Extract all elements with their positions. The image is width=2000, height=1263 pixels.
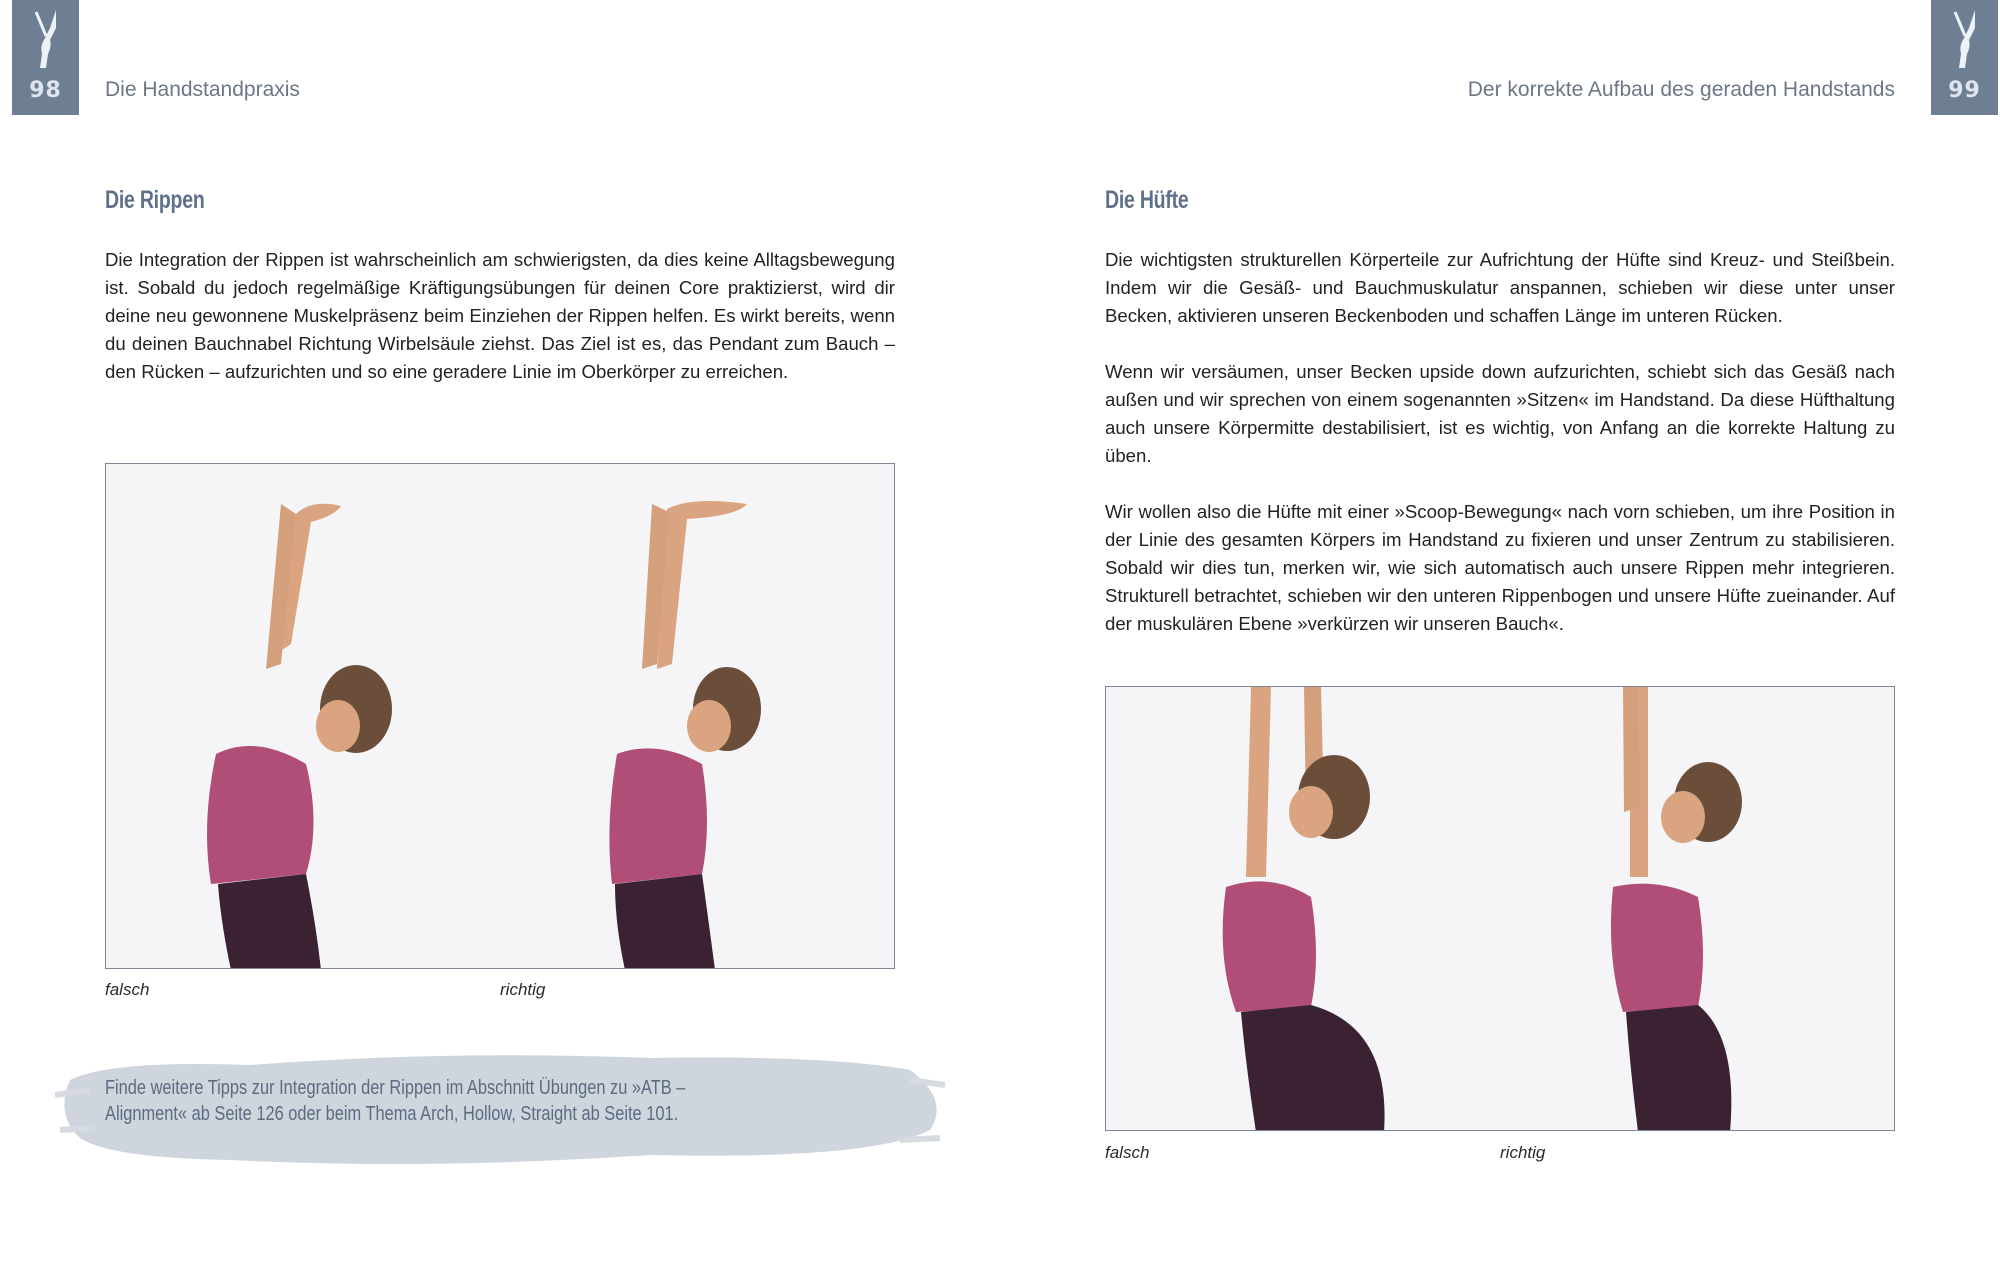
page-number: 98 bbox=[29, 78, 62, 103]
running-head-left: Die Handstandpraxis bbox=[105, 78, 300, 101]
photo-falsch-hip bbox=[1105, 686, 1503, 1131]
body-paragraphs-right bbox=[1105, 246, 1895, 666]
section-title-left: Die Rippen bbox=[105, 186, 205, 214]
paragraph: Wir wollen also die Hüfte mit einer »Scoop-Bewegung« nach vorn schieben, um ihre Position in der Linie des gesamten Körpers im Handstand zu fixieren und unser Zentrum zu stabilisieren. Sobald wir dies tun, merken wir, wie sich automatisch auch unsere Rippen mehr integrieren. Strukturell betrachtet, schieben wir den unteren Rippenbogen und unsere Hüfte zueinander. Auf der muskulären Ebene »verkürzen wir unseren Bauch«. bbox=[1105, 501, 1895, 634]
paragraph: Wenn wir versäumen, unser Becken upside down aufzurichten, schiebt sich das Gesäß nach außen und wir sprechen von einem sogenannten »Sitzen« im Handstand. Da diese Hüfthaltung auch unsere Körpermitte destabilisiert, ist es wichtig, von Anfang an die korrekte Haltung zu üben. bbox=[1105, 361, 1895, 466]
caption-falsch: falsch bbox=[105, 980, 150, 999]
photo-richtig-hip bbox=[1498, 686, 1895, 1131]
page-tab-left bbox=[12, 0, 79, 115]
paragraph: Die Integration der Rippen ist wahrscheinlich am schwierigsten, da dies keine Alltagsbewegung ist. Sobald du jedoch regelmäßige Kräftigungsübungen für deinen Core praktizierst, wird dir deine neu gewonnene Muskelpräsenz beim Einziehen der Rippen helfen. Es wirkt bereits, wenn du deinen Bauchnabel Richtung Wirbelsäule ziehst. Das Ziel ist es, das Pendant zum Bauch – den Rücken – aufzurichten und so eine geradere Linie im Oberkörper zu erreichen. bbox=[105, 249, 895, 382]
tip-box bbox=[50, 1020, 950, 1180]
person-illustration bbox=[1498, 687, 1895, 1131]
person-illustration bbox=[106, 464, 502, 969]
running-head-right: Der korrekte Aufbau des geraden Handstands bbox=[1467, 78, 1895, 101]
paragraph: Die wichtigsten strukturellen Körperteile zur Aufrichtung der Hüfte sind Kreuz- und Steißbein. Indem wir die Gesäß- und Bauchmuskulatur anspannen, schieben wir diese unter unser Becken, aktivieren unseren Beckenboden und schaffen Länge im unteren Rücken. bbox=[1105, 249, 1895, 326]
person-illustration bbox=[1106, 687, 1503, 1131]
tip-text: Finde weitere Tipps zur Integration der Rippen im Abschnitt Übungen zu »ATB – Alignment« ab Seite 126 oder beim Thema Arch, Hollow, Straight ab Seite 101. bbox=[105, 1077, 686, 1125]
person-illustration bbox=[497, 464, 895, 969]
caption-richtig: richtig bbox=[500, 980, 546, 999]
body-paragraph-left bbox=[105, 246, 895, 414]
handstand-figure-icon bbox=[26, 6, 66, 76]
page-tab-right bbox=[1931, 0, 1998, 115]
caption-richtig: richtig bbox=[1500, 1143, 1546, 1162]
photo-richtig-ribs bbox=[497, 463, 895, 969]
section-title-right: Die Hüfte bbox=[1105, 186, 1189, 214]
photo-falsch-ribs bbox=[105, 463, 502, 969]
handstand-figure-icon bbox=[1945, 6, 1985, 76]
caption-falsch: falsch bbox=[1105, 1143, 1150, 1162]
page-number: 99 bbox=[1948, 78, 1981, 103]
